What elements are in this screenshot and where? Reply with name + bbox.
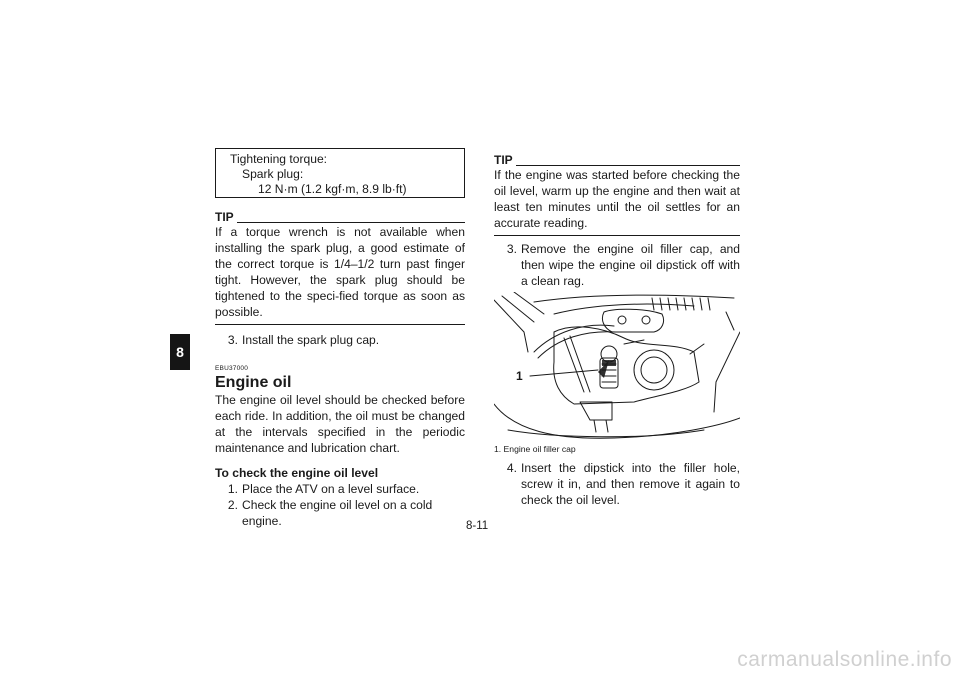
right-column xyxy=(494,153,740,508)
intro-paragraph: The engine oil level should be checked before each ride. In addition, the oil must be changed at the intervals specified in the periodic maintenance and lubrication chart. xyxy=(215,393,465,455)
watermark: carmanualsonline.info xyxy=(737,648,952,671)
step-text: Check the engine oil level on a cold engine. xyxy=(242,498,433,528)
step-text: Insert the dipstick into the filler hole, screw it in, and then remove it again to check the oil level. xyxy=(521,461,740,507)
tip-label: TIP xyxy=(215,210,234,224)
step-text: Remove the engine oil filler cap, and then wipe the engine oil dipstick off with a clean rag. xyxy=(521,242,740,288)
step-number: 3. xyxy=(227,333,238,347)
torque-value: 12 N·m (1.2 kgf·m, 8.9 lb·ft) xyxy=(258,182,407,196)
tip-end-rule xyxy=(215,324,465,325)
tip-rule xyxy=(516,165,740,166)
torque-item: Spark plug: xyxy=(242,167,304,181)
step-text: Install the spark plug cap. xyxy=(242,333,380,347)
section-tab: 8 xyxy=(170,334,190,370)
section-heading: Engine oil xyxy=(215,374,292,391)
left-column xyxy=(215,148,465,529)
step-number: 2. xyxy=(227,498,238,512)
subheading: To check the engine oil level xyxy=(215,466,379,480)
torque-title: Tightening torque: xyxy=(230,152,328,166)
page-number: 8-11 xyxy=(466,520,489,532)
step-number: 3. xyxy=(506,242,517,256)
step-text: Place the ATV on a level surface. xyxy=(242,482,420,496)
step-item xyxy=(215,481,465,497)
step-number: 1. xyxy=(227,482,238,496)
tip-rule xyxy=(237,222,465,223)
tip-header xyxy=(494,153,740,166)
figure-caption: 1. Engine oil filler cap xyxy=(494,444,576,454)
tip-text: If a torque wrench is not available when installing the spark plug, a good estimate of the correct torque is 1/4–1/2 turn past finger tight. However, the spark plug should be tightened to the speci-fied torque as soon as possible. xyxy=(215,225,465,319)
torque-spec-box xyxy=(215,148,465,198)
step-number: 4. xyxy=(506,461,517,475)
reference-code: EBU37000 xyxy=(215,365,249,372)
step-item xyxy=(215,497,465,529)
tip-header xyxy=(215,210,465,223)
engine-illustration xyxy=(494,292,740,440)
tip-label: TIP xyxy=(494,153,513,167)
step-item xyxy=(215,332,465,348)
tip-text: If the engine was started before checking the oil level, warm up the engine and then wait at least ten minutes until the oil settles for an accurate reading. xyxy=(494,168,740,230)
step-item xyxy=(494,241,740,289)
step-item xyxy=(494,460,740,508)
callout-number: 1 xyxy=(516,369,523,383)
tip-end-rule xyxy=(494,235,740,236)
